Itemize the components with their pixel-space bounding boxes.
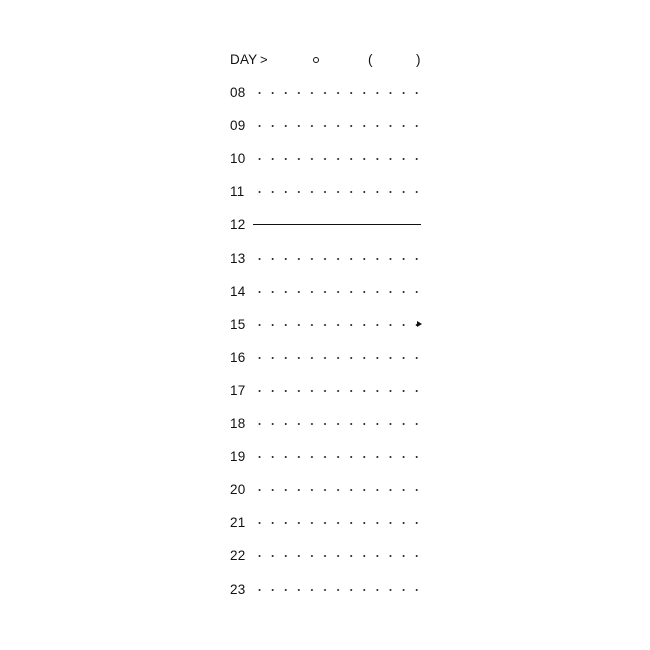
hour-label: 16 bbox=[230, 349, 246, 365]
dotted-rule bbox=[253, 456, 423, 458]
dotted-rule bbox=[253, 191, 423, 193]
dotted-rule bbox=[253, 92, 423, 94]
hour-label: 09 bbox=[230, 118, 246, 134]
hour-label: 11 bbox=[230, 184, 245, 200]
hour-label: 18 bbox=[230, 416, 246, 431]
hour-row-10 bbox=[230, 149, 425, 169]
hour-label: 14 bbox=[230, 283, 246, 299]
dotted-rule bbox=[253, 589, 423, 591]
solid-rule bbox=[253, 224, 421, 225]
dotted-rule bbox=[253, 158, 423, 160]
hour-label: 15 bbox=[230, 316, 246, 332]
hour-label: 23 bbox=[230, 581, 246, 597]
hour-row-19 bbox=[230, 447, 425, 467]
hour-row-13 bbox=[230, 249, 425, 269]
hour-row-15 bbox=[230, 315, 425, 335]
hour-label: 19 bbox=[230, 449, 246, 465]
day-arrow-icon: > bbox=[260, 52, 268, 67]
hour-label: 20 bbox=[230, 482, 246, 498]
hour-row-17 bbox=[230, 381, 425, 401]
paren-close: ) bbox=[416, 52, 421, 67]
dotted-rule bbox=[253, 489, 423, 491]
dotted-rule bbox=[253, 291, 423, 293]
hour-row-18 bbox=[230, 414, 425, 434]
daily-planner bbox=[230, 50, 425, 597]
circle-icon bbox=[313, 57, 319, 63]
hour-label: 13 bbox=[230, 250, 246, 266]
hour-label: 17 bbox=[230, 382, 246, 398]
hour-row-22 bbox=[230, 546, 425, 566]
hour-row-11 bbox=[230, 182, 425, 202]
dotted-rule bbox=[253, 125, 423, 127]
hour-row-21 bbox=[230, 513, 425, 533]
dotted-rule bbox=[253, 357, 423, 359]
hour-label: 10 bbox=[230, 151, 246, 167]
dotted-rule bbox=[253, 423, 423, 425]
paren-open: ( bbox=[368, 52, 373, 67]
hour-row-12 bbox=[230, 215, 425, 235]
hour-label: 12 bbox=[230, 217, 246, 233]
hour-row-16 bbox=[230, 348, 425, 368]
dotted-rule bbox=[253, 258, 423, 260]
hour-row-09 bbox=[230, 116, 425, 136]
dotted-rule bbox=[253, 522, 423, 524]
hour-row-14 bbox=[230, 282, 425, 302]
hour-label: 22 bbox=[230, 548, 246, 564]
triangle-right-icon bbox=[417, 321, 422, 327]
dotted-rule bbox=[253, 555, 423, 557]
day-label: DAY bbox=[230, 52, 258, 67]
hour-label: 21 bbox=[230, 515, 246, 531]
dotted-rule bbox=[253, 324, 423, 326]
hour-row-23 bbox=[230, 580, 425, 600]
dotted-rule bbox=[253, 390, 423, 392]
hour-row-08 bbox=[230, 83, 425, 103]
planner-header bbox=[230, 50, 425, 70]
hour-label: 08 bbox=[230, 85, 246, 100]
hour-row-20 bbox=[230, 480, 425, 500]
